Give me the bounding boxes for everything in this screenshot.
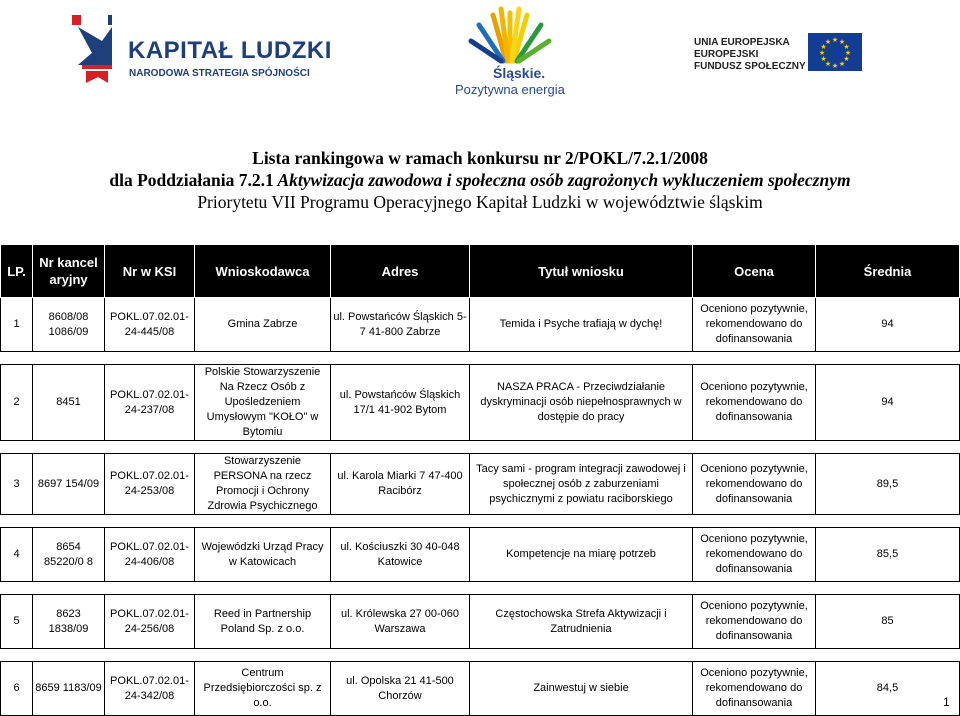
kapital-ludzki-logo bbox=[68, 13, 332, 93]
page-number: 1 bbox=[943, 695, 950, 709]
cell-srednia: 85,5 bbox=[816, 528, 960, 582]
svg-text:★: ★ bbox=[838, 38, 846, 46]
cell-lp: 1 bbox=[1, 298, 33, 352]
cell-wnioskodawca: Wojewódzki Urząd Pracy w Katowicach bbox=[195, 528, 331, 582]
cell-tytul: Tacy sami - program integracji zawodowej i społecznej osób z zaburzeniami psychicznymi z powiatu raciborskiego bbox=[470, 454, 693, 515]
svg-text:★: ★ bbox=[824, 60, 832, 68]
document-subtitle bbox=[0, 170, 960, 191]
cell-srednia: 89,5 bbox=[816, 454, 960, 515]
svg-text:★: ★ bbox=[843, 55, 850, 63]
row-spacer bbox=[1, 515, 960, 528]
cell-ocena: Oceniono pozytywnie, rekomendowano do dofinansowania bbox=[693, 528, 816, 582]
eu-flag-icon bbox=[808, 33, 862, 71]
cell-ocena: Oceniono pozytywnie, rekomendowano do dofinansowania bbox=[693, 662, 816, 716]
header-lp: LP. bbox=[1, 245, 33, 298]
cell-ocena: Oceniono pozytywnie, rekomendowano do dofinansowania bbox=[693, 298, 816, 352]
cell-nr-kanc: 8659 1183/09 bbox=[33, 662, 105, 716]
svg-text:★: ★ bbox=[824, 38, 832, 46]
cell-srednia: 94 bbox=[816, 298, 960, 352]
slaskie-subtitle: Pozytywna energia bbox=[455, 82, 565, 97]
header-nr-ksi: Nr w KSI bbox=[105, 245, 195, 298]
cell-nr-ksi: POKL.07.02.01-24-445/08 bbox=[105, 298, 195, 352]
svg-text:★: ★ bbox=[843, 43, 850, 51]
cell-adres: ul. Karola Miarki 7 47-400 Racibórz bbox=[331, 454, 470, 515]
cell-nr-kanc: 8623 1838/09 bbox=[33, 595, 105, 649]
table-row bbox=[1, 528, 960, 582]
cell-lp: 3 bbox=[1, 454, 33, 515]
row-spacer bbox=[1, 649, 960, 662]
document-priority-line: Priorytetu VII Programu Operacyjnego Kapitał Ludzki w województwie śląskim bbox=[197, 192, 763, 212]
cell-adres: ul. Opolska 21 41-500 Chorzów bbox=[331, 662, 470, 716]
svg-text:★: ★ bbox=[820, 55, 827, 63]
cell-lp: 5 bbox=[1, 595, 33, 649]
header-tytul: Tytuł wniosku bbox=[470, 245, 693, 298]
cell-wnioskodawca: Centrum Przedsiębiorczości sp. z o.o. bbox=[195, 662, 331, 716]
kapital-ludzki-subtitle: NARODOWA STRATEGIA SPÓJNOŚCI bbox=[129, 68, 310, 79]
cell-tytul: Temida i Psyche trafiają w dychę! bbox=[470, 298, 693, 352]
eu-text bbox=[694, 37, 806, 73]
slaskie-logo bbox=[445, 3, 575, 103]
table-row bbox=[1, 454, 960, 515]
ranking-table bbox=[0, 244, 960, 716]
header-ocena: Ocena bbox=[693, 245, 816, 298]
cell-nr-kanc: 8654 85220/0 8 bbox=[33, 528, 105, 582]
eu-line3: FUNDUSZ SPOŁECZNY bbox=[694, 61, 806, 72]
cell-nr-kanc: 8697 154/09 bbox=[33, 454, 105, 515]
table-row bbox=[1, 595, 960, 649]
cell-wnioskodawca: Gmina Zabrze bbox=[195, 298, 331, 352]
eu-line2: EUROPEJSKI bbox=[694, 49, 759, 60]
cell-tytul: NASZA PRACA - Przeciwdziałanie dyskryminacji osób niepełnosprawnych w dostępie do pracy bbox=[470, 365, 693, 441]
cell-lp: 6 bbox=[1, 662, 33, 716]
cell-wnioskodawca: Polskie Stowarzyszenie Na Rzecz Osób z Upośledzeniem Umysłowym "KOŁO" w Bytomiu bbox=[195, 365, 331, 441]
table-row bbox=[1, 298, 960, 352]
header-wnioskodawca: Wnioskodawca bbox=[195, 245, 331, 298]
cell-srednia: 85 bbox=[816, 595, 960, 649]
kapital-ludzki-flag-icon bbox=[68, 13, 116, 91]
cell-ocena: Oceniono pozytywnie, rekomendowano do dofinansowania bbox=[693, 365, 816, 441]
cell-lp: 2 bbox=[1, 365, 33, 441]
subtitle-prefix: dla Poddziałania 7.2.1 bbox=[109, 170, 274, 190]
slaskie-title: Śląskie. bbox=[493, 65, 546, 81]
eu-line1: UNIA EUROPEJSKA bbox=[694, 37, 790, 48]
svg-text:★: ★ bbox=[831, 36, 839, 44]
cell-nr-ksi: POKL.07.02.01-24-237/08 bbox=[105, 365, 195, 441]
eu-logo bbox=[694, 33, 904, 83]
cell-tytul: Kompetencje na miarę potrzeb bbox=[470, 528, 693, 582]
document-title: Lista rankingowa w ramach konkursu nr 2/POKL/7.2.1/2008 bbox=[252, 148, 708, 168]
cell-adres: ul. Kościuszki 30 40-048 Katowice bbox=[331, 528, 470, 582]
cell-ocena: Oceniono pozytywnie, rekomendowano do dofinansowania bbox=[693, 595, 816, 649]
cell-nr-kanc: 8451 bbox=[33, 365, 105, 441]
header-nr-kancelaryjny: Nr kancel aryjny bbox=[33, 245, 105, 298]
svg-text:★: ★ bbox=[844, 49, 852, 57]
slaskie-rays-icon bbox=[465, 3, 555, 65]
header-adres: Adres bbox=[331, 245, 470, 298]
cell-ocena: Oceniono pozytywnie, rekomendowano do dofinansowania bbox=[693, 454, 816, 515]
cell-srednia: 94 bbox=[816, 365, 960, 441]
cell-nr-kanc: 8608/08 1086/09 bbox=[33, 298, 105, 352]
table-row bbox=[1, 662, 960, 716]
svg-text:★: ★ bbox=[818, 49, 826, 57]
cell-nr-ksi: POKL.07.02.01-24-256/08 bbox=[105, 595, 195, 649]
header-srednia: Średnia bbox=[816, 245, 960, 298]
kapital-ludzki-title: KAPITAŁ LUDZKI bbox=[128, 37, 332, 64]
cell-lp: 4 bbox=[1, 528, 33, 582]
cell-adres: ul. Królewska 27 00-060 Warszawa bbox=[331, 595, 470, 649]
cell-wnioskodawca: Stowarzyszenie PERSONA na rzecz Promocji i Ochrony Zdrowia Psychicznego bbox=[195, 454, 331, 515]
row-spacer bbox=[1, 352, 960, 365]
cell-tytul: Zainwestuj w siebie bbox=[470, 662, 693, 716]
svg-text:★: ★ bbox=[838, 60, 846, 68]
subtitle-italic: Aktywizacja zawodowa i społeczna osób zagrożonych wykluczeniem społecznym bbox=[273, 170, 851, 190]
cell-wnioskodawca: Reed in Partnership Poland Sp. z o.o. bbox=[195, 595, 331, 649]
row-spacer bbox=[1, 582, 960, 595]
cell-nr-ksi: POKL.07.02.01-24-342/08 bbox=[105, 662, 195, 716]
cell-adres: ul. Powstańców Śląskich 5-7 41-800 Zabrze bbox=[331, 298, 470, 352]
cell-srednia: 84,5 bbox=[816, 662, 960, 716]
svg-text:★: ★ bbox=[820, 43, 827, 51]
svg-text:★: ★ bbox=[831, 62, 839, 70]
cell-nr-ksi: POKL.07.02.01-24-253/08 bbox=[105, 454, 195, 515]
cell-tytul: Częstochowska Strefa Aktywizacji i Zatrudnienia bbox=[470, 595, 693, 649]
table-row bbox=[1, 365, 960, 441]
cell-adres: ul. Powstańców Śląskich 17/1 41-902 Bytom bbox=[331, 365, 470, 441]
row-spacer bbox=[1, 441, 960, 454]
table-header-row bbox=[1, 245, 960, 298]
cell-nr-ksi: POKL.07.02.01-24-406/08 bbox=[105, 528, 195, 582]
